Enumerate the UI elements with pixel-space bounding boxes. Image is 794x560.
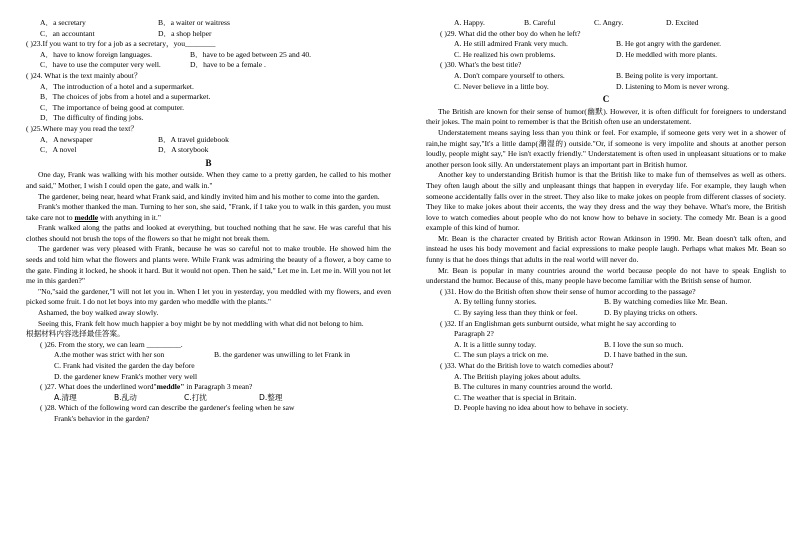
option[interactable]: C．have to use the computer very well. bbox=[40, 60, 161, 70]
option[interactable]: B. Being polite is very important. bbox=[616, 70, 718, 80]
option[interactable]: D. He meddled with more plants. bbox=[616, 49, 718, 59]
option[interactable]: B. By watching comedies like Mr. Bean. bbox=[604, 297, 728, 307]
q23b-options-ab bbox=[26, 50, 391, 61]
option[interactable]: D. Listening to Mom is never wrong. bbox=[616, 81, 730, 91]
passage-b-paragraph: One day, Frank was walking with his mother outside. When they came to a pretty garden, he called to his mother and said," Mother, I wish I could open the gate, and walk in." bbox=[26, 170, 391, 190]
option[interactable]: A. He still admired Frank very much. bbox=[454, 39, 568, 49]
underlined-word-meddle: meddle bbox=[74, 212, 99, 222]
q23b-options-cd bbox=[26, 60, 391, 71]
option[interactable]: A. By telling funny stories. bbox=[454, 297, 537, 307]
q25-options-cd bbox=[26, 145, 391, 156]
option[interactable]: D．a shop helper bbox=[158, 28, 212, 38]
option[interactable]: C. Never believe in a little boy. bbox=[454, 81, 549, 91]
passage-b-paragraph: Ashamed, the boy walked away slowly. bbox=[38, 308, 159, 318]
question-23: ( )23.If you want to try for a job as a secretary，you________ bbox=[26, 39, 216, 49]
option[interactable]: D. I have bathed in the sun. bbox=[604, 350, 688, 360]
question-24: ( )24. What is the text mainly about？ bbox=[26, 70, 142, 80]
question-27-word: meddle" bbox=[156, 382, 185, 392]
option[interactable]: A．a secretary bbox=[40, 18, 86, 27]
option[interactable]: B．a waiter or waitress bbox=[158, 18, 230, 27]
q32-options-cd bbox=[426, 350, 786, 361]
q23-options-cd bbox=[26, 29, 391, 40]
question-27-text: ( )27. What does the underlined word" bbox=[40, 382, 157, 392]
question-25: ( )25.Where may you read the text？ bbox=[26, 123, 138, 133]
option[interactable]: C. By saying less than they think or feel. bbox=[454, 308, 578, 318]
option[interactable]: D．A storybook bbox=[158, 145, 209, 155]
q27-options bbox=[26, 393, 391, 404]
option[interactable]: C. He realized his own problems. bbox=[454, 49, 556, 59]
q29-options-cd bbox=[426, 50, 786, 61]
option[interactable]: A. Happy. bbox=[454, 18, 485, 27]
question-28: ( )28. Which of the following word can describe the gardener's feeling when he saw bbox=[40, 403, 295, 413]
passage-c-paragraph: Mr. Bean is popular in many countries around the world because people do not have to speak English to understand the humor. Because of this, many people have become familiar with the British sense of humor. bbox=[426, 265, 786, 286]
option[interactable]: D．The difficulty of finding jobs. bbox=[40, 113, 144, 123]
passage-b-text: with anything in it." bbox=[98, 212, 161, 222]
passage-c-paragraph: Another key to understanding British humor is that the British like to make fun of themselves as well as others. They often laugh about the silly and unpleasant things that happen in everyday life. For example, they laugh when someone accidentally falls over in the street. They also like to make jokes on people from different classes of society. They like to make jokes about their accents, the way they dress and the way they behave. What's more, the British love to watch comedies about people who do not know how to behave in society. The comedy Mr. Bean is a good example of this kind of humor. bbox=[426, 170, 786, 233]
option[interactable]: B. He got angry with the gardener. bbox=[616, 39, 722, 49]
option[interactable]: B.乱动 bbox=[114, 392, 137, 402]
option[interactable]: A．The introduction of a hotel and a supermarket. bbox=[40, 81, 194, 91]
option[interactable]: C. The weather that is special in Britain. bbox=[454, 392, 577, 402]
option[interactable]: B. I love the sun so much. bbox=[604, 339, 684, 349]
option[interactable]: C. Frank had visited the garden the day before bbox=[54, 361, 195, 370]
option[interactable]: A.the mother was strict with her son bbox=[54, 350, 165, 360]
question-26: ( )26. From the story, we can learn _________. bbox=[40, 339, 183, 349]
q25-options-ab bbox=[26, 135, 391, 146]
section-c-title: C bbox=[602, 94, 610, 105]
option[interactable]: D. Excited bbox=[666, 18, 699, 27]
question-31: ( )31. How do the British often show their sense of humor according to the passage? bbox=[440, 286, 696, 296]
option[interactable]: D. People having no idea about how to behave in society. bbox=[454, 403, 629, 413]
q30-options-ab bbox=[426, 71, 786, 82]
option[interactable]: D．have to be a female . bbox=[190, 60, 266, 70]
option[interactable]: B. The cultures in many countries around the world. bbox=[454, 382, 613, 392]
option[interactable]: B．have to be aged between 25 and 40. bbox=[190, 49, 312, 59]
option[interactable]: B. Careful bbox=[524, 18, 556, 27]
option[interactable]: D. By playing tricks on others. bbox=[604, 308, 698, 318]
option[interactable]: A．have to know foreign languages. bbox=[40, 49, 152, 59]
question-27 bbox=[26, 382, 391, 393]
option[interactable]: A.清理 bbox=[54, 392, 77, 402]
option[interactable]: B．A travel guidebook bbox=[158, 134, 229, 144]
passage-b-paragraph: "No,"said the gardener,"I will not let you in. When I let you in yesterday, you meddled with my flowers, and even picked some fruit. I do not let boys into my garden who meddle with the plants." bbox=[26, 286, 391, 307]
passage-c-paragraph: Understatement means saying less than you think or feel. For example, if someone gets very wet in a shower of rain,he might say,"It's a little damp(潮湿的) outside."Or, if someone is very impolite and shouts at another person loudly, people might say," He isn't exactly friendly." Understatement is often used in unpleasant situations or to make another person look silly. An understatement plays an important part in British humor. bbox=[426, 127, 786, 169]
option[interactable]: A．A newspaper bbox=[40, 134, 93, 144]
option[interactable]: C. Angry. bbox=[594, 18, 624, 27]
instruction-heading: 根据材料内容选择最佳答案。 bbox=[26, 329, 125, 339]
passage-b-paragraph: The gardener was very pleased with Frank, because he was so careful not to make trouble. He showed him the seeds and told him what the flowers and plants were. While Frank was admiring the beauty of a flower, a boy came to the gate. Finding it locked, he shook it hard. But it would not open. Then he said," Let me in. Let me in. Will you not let me in this garden?" bbox=[26, 244, 391, 286]
q26-options-ab bbox=[26, 350, 391, 361]
question-32: ( )32. If an Englishman gets sunburnt outside, what might he say according to bbox=[440, 318, 676, 328]
q29-options-ab bbox=[426, 39, 786, 50]
question-32-continued: Paragraph 2? bbox=[454, 329, 494, 339]
option[interactable]: A. Don't compare yourself to others. bbox=[454, 70, 565, 80]
question-28-continued: Frank's behavior in the garden? bbox=[54, 413, 150, 423]
passage-c-paragraph: Mr. Bean is the character created by British actor Rowan Atkinson in 1990. Mr. Bean doesn't talk often, and instead he uses his body movement and facial expressions to make people laugh. Perhaps what makes Mr. Bean so funny is that he does things that adults in the real world will never do. bbox=[426, 233, 786, 265]
q31-options-ab bbox=[426, 297, 786, 308]
option[interactable]: C.打扰 bbox=[184, 392, 207, 402]
passage-b-text: Frank's mother thanked the man. Turning to her son, she said, "Frank, if I take you to walk in this garden, you must take care not to bbox=[26, 202, 391, 222]
q32-options-ab bbox=[426, 340, 786, 351]
option[interactable]: C．The importance of being good at computer. bbox=[40, 102, 185, 112]
option[interactable]: A. The British playing jokes about adults. bbox=[454, 371, 581, 381]
q31-options-cd bbox=[426, 308, 786, 319]
passage-b-paragraph bbox=[26, 202, 391, 223]
option[interactable]: D.整理 bbox=[259, 392, 283, 402]
passage-b-paragraph: Seeing this, Frank felt how much happier a boy might be by not meddling with what did not belong to him. bbox=[38, 318, 364, 328]
q30-options-cd bbox=[426, 82, 786, 93]
option[interactable]: D. the gardener knew Frank's mother very well bbox=[54, 371, 198, 381]
question-29: ( )29. What did the other boy do when he left? bbox=[440, 28, 581, 38]
option[interactable]: B．The choices of jobs from a hotel and a supermarket. bbox=[40, 92, 211, 102]
option[interactable]: C．A novel bbox=[40, 145, 77, 155]
left-column bbox=[26, 18, 391, 425]
passage-b-paragraph: The gardener, being near, heard what Frank said, and kindly invited him and his mother to come into the garden. bbox=[38, 191, 380, 201]
q28-options bbox=[426, 18, 786, 29]
option[interactable]: B. the gardener was unwilling to let Frank in bbox=[214, 350, 351, 360]
question-27-text: in Paragraph 3 mean? bbox=[184, 382, 253, 392]
question-33: ( )33. What do the British love to watch comedies about? bbox=[440, 361, 614, 370]
question-30: ( )30. What's the best title? bbox=[440, 60, 522, 70]
q23-options-ab bbox=[26, 18, 391, 29]
section-b-title: B bbox=[205, 157, 212, 168]
passage-b-paragraph: Frank walked along the paths and looked at everything, but touched nothing that he saw. He was careful that his clothes should not brush the tops of the flowers so that he might not break them. bbox=[26, 223, 391, 243]
passage-c-paragraph: The British are known for their sense of humor(幽默). However, it is often difficult for foreigners to understand their jokes. The main point to remember is that the British often use an understatement. bbox=[426, 106, 786, 127]
right-column bbox=[426, 18, 786, 414]
option[interactable]: A. It is a little sunny today. bbox=[454, 339, 537, 349]
option[interactable]: C. The sun plays a trick on me. bbox=[454, 350, 549, 360]
option[interactable]: C．an accountant bbox=[40, 28, 95, 38]
